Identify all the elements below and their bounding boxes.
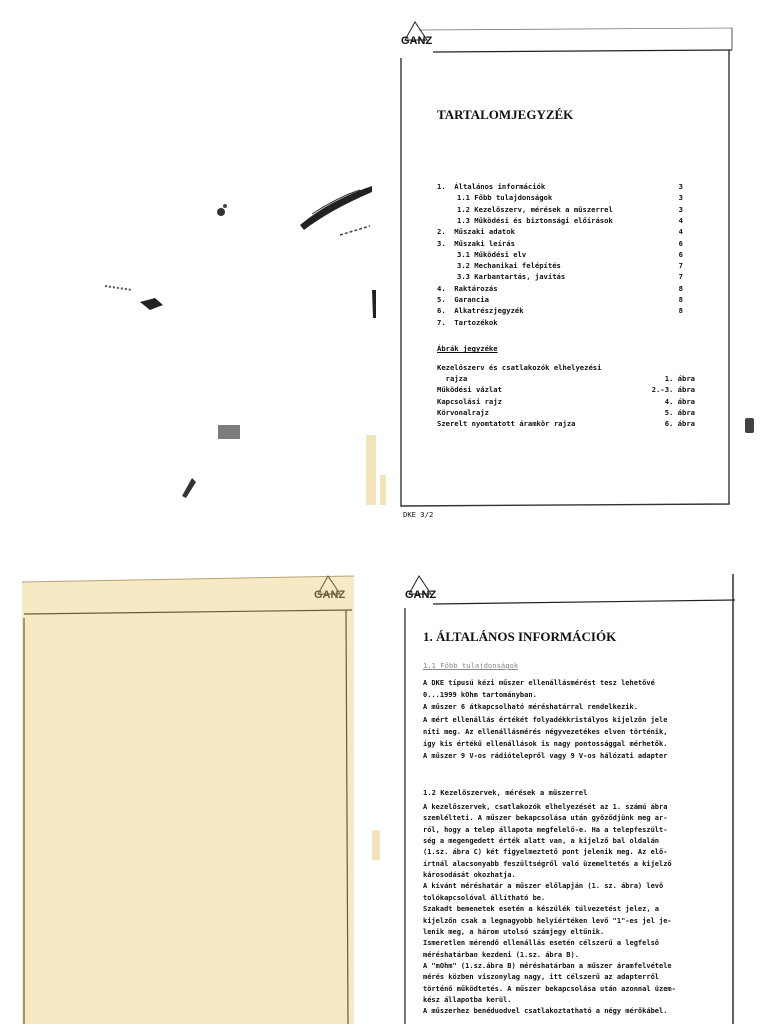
section-heading: 1. ÁLTALÁNOS INFORMÁCIÓK <box>423 629 617 644</box>
toc-item <box>437 182 683 192</box>
text-line: (1.sz. ábra C) két figyelmeztető pont jelenik meg. Az elő- <box>423 848 668 857</box>
tan-strip <box>372 830 380 860</box>
logo-text: GANZ <box>405 589 437 601</box>
figures-list <box>437 363 699 433</box>
ganz-logo <box>399 20 439 50</box>
text-line: A kezelőszervek, csatlakozók elhelyezését az 1. számú ábra <box>423 803 668 811</box>
figure-item-label: Szerelt nyomtatott áramkör rajza <box>437 419 576 428</box>
blank-page-shape <box>18 570 358 1024</box>
toc-item-label: 1.3 Működési és biztonsági előírások <box>457 215 613 225</box>
toc-item <box>437 295 683 305</box>
text-line: szemlélteti. A műszer bekapcsolása után győződjünk meg ar- <box>423 814 668 823</box>
toc-item-page: 6 <box>678 249 683 259</box>
toc-item <box>437 261 683 271</box>
figure-item-label: Működési vázlat <box>437 385 502 395</box>
text-line: tolókapcsolóval állítható be. <box>423 893 546 902</box>
figure-item <box>437 385 695 395</box>
page-toc <box>395 20 735 519</box>
text-line: A műszer 9 V-os rádiótelepről vagy 9 V-os hálózati adapter <box>423 752 668 761</box>
text-line: A mért ellenállás értékét folyadékkristályos kijelzőn jele <box>423 715 668 724</box>
text-line: Ismeretlen mérendő ellenállás esetén célszerű a legfelső <box>423 939 660 948</box>
toc-item-label: 1.1 Főbb tulajdonságok <box>457 193 553 203</box>
toc-item-page: 8 <box>678 283 683 293</box>
toc-item <box>437 272 683 282</box>
figure-item-page: 4. ábra <box>664 396 695 406</box>
ganz-logo <box>403 574 443 604</box>
toc-item-page: 4 <box>678 227 683 237</box>
toc-item-label: 3. Műszaki leírás <box>437 238 515 248</box>
text-line: níti meg. Az ellenállásmérés négyvezetékes elven történik, <box>423 727 668 736</box>
toc-item-label: 2. Műszaki adatok <box>437 227 515 237</box>
toc-item-page: 3 <box>678 182 683 191</box>
subsection-heading-1-2: 1.2 Kezelőszervek, mérések a műszerrel <box>423 788 588 797</box>
toc-item <box>437 239 683 249</box>
toc-item-page: 3 <box>678 204 683 214</box>
toc-item-label: 7. Tartozékok <box>437 317 498 327</box>
toc-item-label: 6. Alkatrészjegyzék <box>437 306 524 316</box>
figure-item-label: rajza <box>437 374 468 384</box>
subsection-heading-1-1: 1.1 Főbb tulajdonságok <box>423 661 519 670</box>
toc-item <box>437 227 683 237</box>
toc-item-page: 7 <box>678 261 683 271</box>
toc-item-label: 5. Garancia <box>437 295 489 304</box>
text-line: kijelzőn csak a legnagyobb helyiértéken levő "1"-es jel je- <box>423 916 672 925</box>
page-footer: DKE 3/2 <box>403 510 434 519</box>
figure-item-page: 1. ábra <box>664 374 695 384</box>
toc-item <box>437 205 683 215</box>
text-line: írtnál alacsonyabb feszültségről való üzemeltetés a kijelző <box>423 859 672 868</box>
text-line: történő működtetés. A műszer bekapcsolása után azonnal üzem- <box>423 984 676 993</box>
toc-item-page: 6 <box>678 238 683 248</box>
text-line: A műszerhez benéduodvel csatlakoztatható a négy mérőkábel. <box>423 1007 668 1016</box>
figure-item-page: 5. ábra <box>664 407 695 417</box>
text-line: így kis értékű ellenállások is nagy pontossággal mérhetők. <box>423 740 668 748</box>
text-line: 0...1999 kOhm tartományban. <box>423 691 537 700</box>
text-line: ség a megengedett érték alatt van, a kijelző bal oldalán <box>423 837 660 846</box>
figure-item-page: 2.-3. ábra <box>651 385 695 395</box>
toc-item-label: 3.2 Mechanikai felépítés <box>457 261 561 271</box>
scan-mark <box>745 418 754 433</box>
figure-item <box>437 419 695 429</box>
toc-item <box>437 193 683 203</box>
figure-item <box>437 397 695 407</box>
text-line: Szakadt bemenetek esetén a készülék túlvezetést jelez, a <box>423 905 660 914</box>
text-line: kész állapotba kerül. <box>423 995 512 1004</box>
logo-text: GANZ <box>401 35 433 47</box>
toc-item <box>437 284 683 294</box>
toc-list <box>437 182 689 332</box>
tan-strip <box>380 475 386 505</box>
toc-item-page: 3 <box>678 193 683 203</box>
figure-item <box>437 363 695 373</box>
toc-item-page: 4 <box>678 215 683 225</box>
toc-heading: TARTALOMJEGYZÉK <box>437 107 574 122</box>
toc-item <box>437 216 683 226</box>
text-line: A kívánt méréshatár a műszer előlapján (1. sz. ábra) levő <box>423 882 664 891</box>
scan-noise <box>0 0 380 520</box>
text-line: méréshatárban kezdeni (1.sz. ábra B). <box>423 950 579 959</box>
figure-item-label: Kezelőszerv és csatlakozók elhelyezési <box>437 363 602 372</box>
toc-item-label: 1. Általános információk <box>437 182 546 191</box>
toc-item <box>437 318 683 328</box>
page-general-info <box>395 570 737 1024</box>
toc-item <box>437 306 683 316</box>
toc-item-page: 8 <box>678 295 683 304</box>
toc-item-label: 4. Raktározás <box>437 283 498 293</box>
figure-item <box>437 408 695 418</box>
page-blank <box>18 570 358 1024</box>
ganz-logo <box>312 574 352 604</box>
toc-item-label: 1.2 Kezelőszerv, mérések a műszerrel <box>457 204 613 214</box>
toc-item-label: 3.1 Működési elv <box>457 249 527 259</box>
figure-item-label: Körvonalrajz <box>437 407 489 417</box>
figure-item-label: Kapcsolási rajz <box>437 396 502 406</box>
toc-item <box>437 250 683 260</box>
logo-text: GANZ <box>314 589 346 601</box>
text-line: A "mOhm" (1.sz.ábra B) méréshatárban a műszer áramfelvétele <box>423 961 672 970</box>
figure-item <box>437 374 695 384</box>
text-line: ról, hogy a telep állapota megfelelő-e. Ha a telepfeszült- <box>423 825 668 834</box>
toc-item-page: 8 <box>678 306 683 316</box>
figure-item-page: 6. ábra <box>664 419 695 428</box>
toc-item-label: 3.3 Karbantartás, javítás <box>457 272 566 282</box>
text-line: A DKE típusú kézi műszer ellenállásmérést tesz lehetővé <box>423 679 655 687</box>
toc-item-page: 7 <box>678 272 683 282</box>
text-line: mérés közben viszonylag nagy, itt célszerű az adapterről <box>423 973 660 982</box>
text-line: károsodását okozhatja. <box>423 871 516 880</box>
text-line: A műszer 6 átkapcsolható méréshatárral rendelkezik. <box>423 703 638 712</box>
figures-heading: Ábrák jegyzéke <box>437 344 498 353</box>
text-line: lenik meg, a három utolsó számjegy eltűnik. <box>423 927 605 936</box>
